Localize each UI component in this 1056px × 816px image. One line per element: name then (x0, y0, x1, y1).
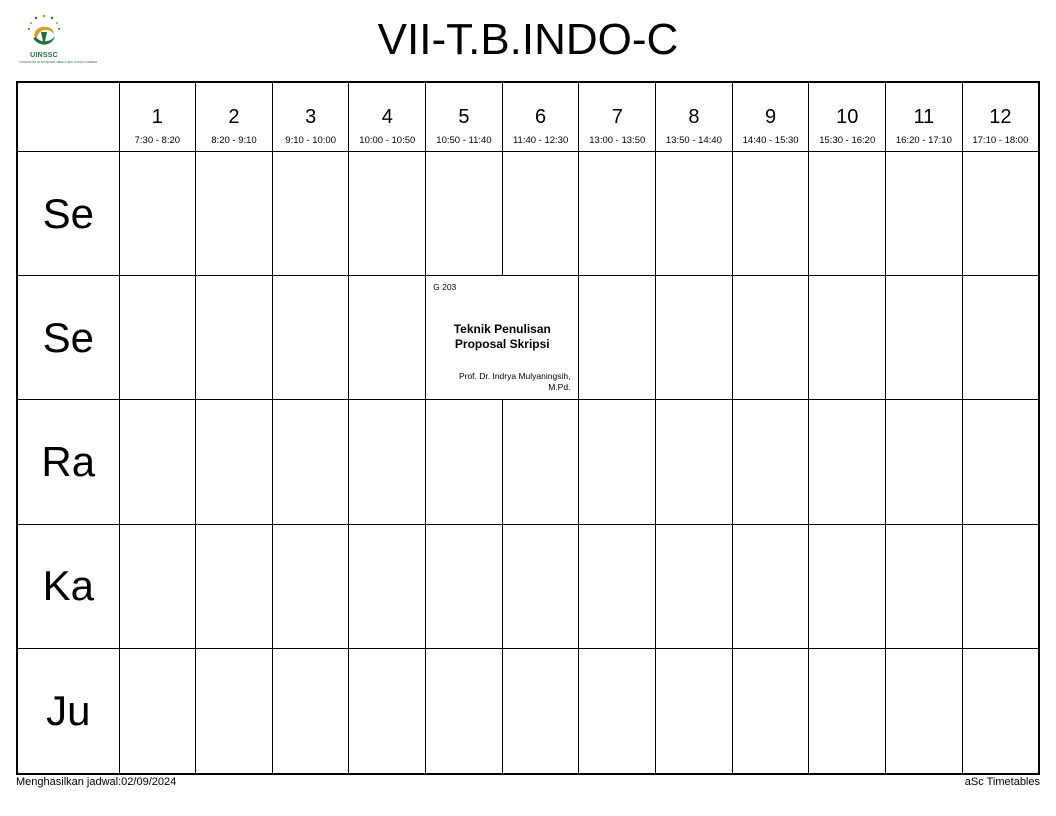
empty-slot (426, 400, 503, 524)
lesson-room: G 203 (433, 282, 457, 293)
period-time: 9:10 - 10:00 (285, 135, 336, 146)
empty-slot (579, 648, 656, 774)
period-number: 1 (151, 106, 163, 128)
period-time: 13:50 - 14:40 (665, 135, 722, 146)
period-time: 17:10 - 18:00 (972, 135, 1029, 146)
empty-slot (426, 524, 503, 648)
empty-slot (962, 152, 1039, 276)
period-number: 4 (381, 106, 393, 128)
empty-slot (809, 400, 886, 524)
period-header-row (17, 82, 1039, 152)
timetable-grid (16, 81, 1040, 775)
software-credit: aSc Timetables (964, 776, 1040, 788)
generated-date-label: Menghasilkan jadwal:02/09/2024 (16, 776, 177, 788)
empty-slot (579, 276, 656, 400)
day-row-1 (17, 152, 1039, 276)
empty-slot (426, 648, 503, 774)
empty-slot (196, 276, 273, 400)
empty-slot (119, 152, 196, 276)
empty-slot (502, 524, 579, 648)
empty-slot (196, 648, 273, 774)
period-time: 13:00 - 13:50 (589, 135, 646, 146)
period-number: 10 (836, 106, 859, 128)
empty-slot (962, 524, 1039, 648)
logo-name: UINSSC (30, 52, 58, 59)
empty-slot (272, 400, 349, 524)
day-row-2 (17, 276, 1039, 400)
period-header-6 (502, 82, 579, 152)
empty-slot (732, 276, 809, 400)
lesson-teacher-line-1: Prof. Dr. Indrya Mulyaningsih, (458, 371, 571, 382)
period-time: 16:20 - 17:10 (895, 135, 952, 146)
period-number: 9 (765, 106, 777, 128)
empty-slot (732, 400, 809, 524)
empty-slot (272, 152, 349, 276)
empty-slot (579, 400, 656, 524)
day-label: Se (17, 276, 119, 400)
period-header-8 (656, 82, 733, 152)
empty-slot (272, 524, 349, 648)
period-header-1 (119, 82, 196, 152)
empty-slot (426, 152, 503, 276)
period-time: 11:40 - 12:30 (512, 135, 569, 146)
empty-slot (119, 648, 196, 774)
lesson-teacher (420, 371, 570, 393)
empty-slot (349, 400, 426, 524)
period-time: 14:40 - 15:30 (742, 135, 799, 146)
empty-slot (656, 152, 733, 276)
empty-slot (579, 152, 656, 276)
period-header-2 (196, 82, 273, 152)
period-number: 11 (913, 106, 935, 128)
period-header-3 (272, 82, 349, 152)
day-row-5 (17, 648, 1039, 774)
empty-slot (196, 524, 273, 648)
page-title: VII-T.B.INDO-C (377, 15, 679, 64)
empty-slot (886, 276, 963, 400)
lesson-card (426, 276, 579, 400)
period-header-9 (732, 82, 809, 152)
period-number: 7 (611, 106, 623, 128)
logo-subtitle: UNIVERSITAS ISLAM NEGERI SIBER SYEKH NURJATI CIREBON (19, 61, 98, 64)
empty-slot (732, 648, 809, 774)
empty-slot (656, 648, 733, 774)
period-time: 8:20 - 9:10 (211, 135, 257, 146)
empty-slot (809, 648, 886, 774)
empty-slot (656, 400, 733, 524)
period-time: 7:30 - 8:20 (134, 135, 181, 146)
empty-slot (809, 152, 886, 276)
period-header-5 (426, 82, 503, 152)
period-header-4 (349, 82, 426, 152)
empty-slot (272, 648, 349, 774)
empty-slot (119, 276, 196, 400)
period-header-10 (809, 82, 886, 152)
period-number: 8 (688, 106, 700, 128)
empty-slot (349, 648, 426, 774)
empty-slot (579, 524, 656, 648)
empty-slot (349, 152, 426, 276)
empty-slot (502, 400, 579, 524)
period-header-12 (962, 82, 1039, 152)
empty-slot (732, 524, 809, 648)
lesson-subject-line-2: Proposal Skripsi (454, 337, 550, 352)
empty-slot (886, 152, 963, 276)
period-number: 12 (989, 106, 1012, 128)
empty-slot (962, 400, 1039, 524)
empty-slot (886, 648, 963, 774)
period-number: 5 (458, 106, 470, 128)
lesson-subject-line-1: Teknik Penulisan (453, 322, 551, 337)
period-time: 10:50 - 11:40 (436, 135, 492, 146)
empty-slot (349, 276, 426, 400)
empty-slot (886, 400, 963, 524)
empty-slot (886, 524, 963, 648)
day-label: Ra (17, 400, 119, 524)
empty-slot (272, 276, 349, 400)
empty-slot (196, 400, 273, 524)
day-label: Se (17, 152, 119, 276)
empty-slot (119, 400, 196, 524)
empty-slot (502, 648, 579, 774)
day-row-4 (17, 524, 1039, 648)
lesson-subject (426, 322, 578, 352)
period-time: 10:00 - 10:50 (359, 135, 416, 146)
period-header-11 (886, 82, 963, 152)
empty-slot (962, 276, 1039, 400)
empty-slot (502, 152, 579, 276)
empty-slot (732, 152, 809, 276)
corner-cell (17, 82, 119, 152)
empty-slot (962, 648, 1039, 774)
period-number: 3 (305, 106, 317, 128)
empty-slot (809, 524, 886, 648)
empty-slot (119, 524, 196, 648)
empty-slot (656, 276, 733, 400)
day-row-3 (17, 400, 1039, 524)
empty-slot (196, 152, 273, 276)
period-number: 6 (535, 106, 547, 128)
empty-slot (809, 276, 886, 400)
empty-slot (656, 524, 733, 648)
period-time: 15:30 - 16:20 (819, 135, 876, 146)
period-header-7 (579, 82, 656, 152)
lesson-teacher-line-2: M.Pd. (548, 382, 571, 393)
day-label: Ju (17, 648, 119, 774)
day-label: Ka (17, 524, 119, 648)
period-number: 2 (228, 106, 240, 128)
empty-slot (349, 524, 426, 648)
